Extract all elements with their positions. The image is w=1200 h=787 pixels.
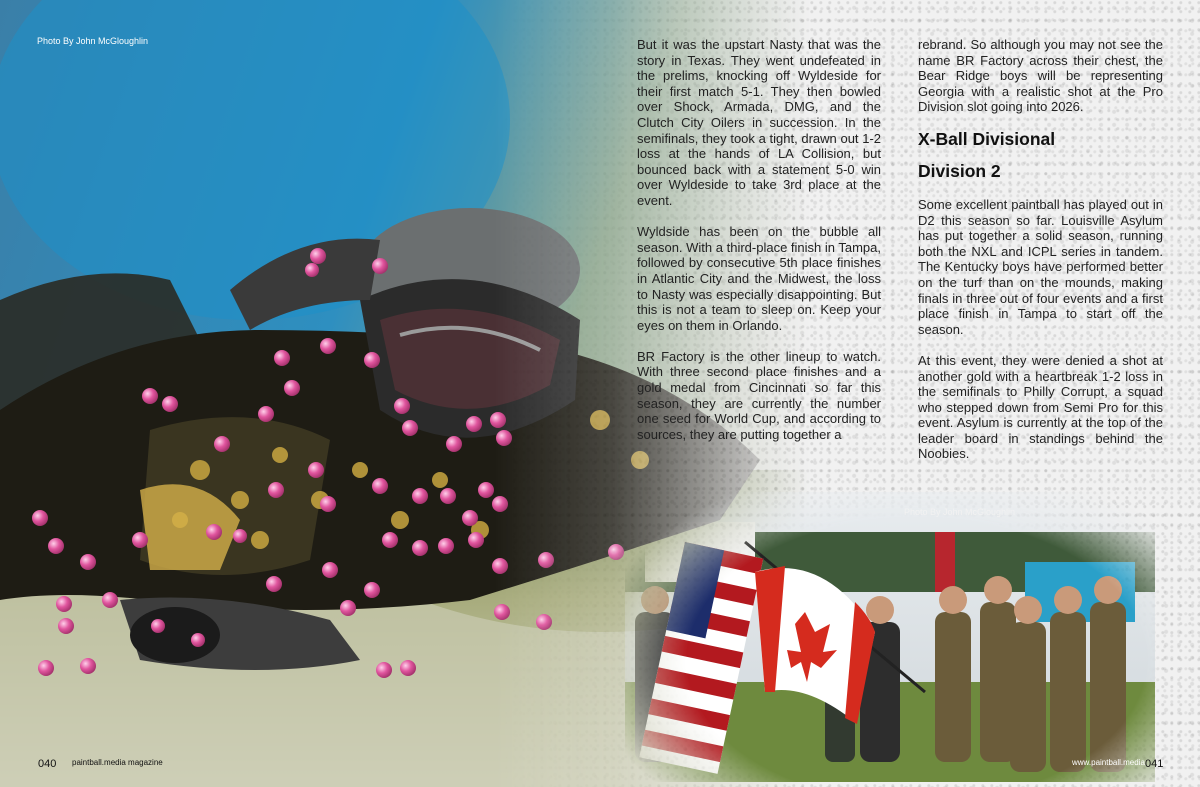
paragraph-louisville-asylum: Some excellent paintball has played out in D2 this season so far. Louisville Asylum has put together a solid season, running both the NXL and ICPL series in tandem. The Kentucky boys have performed better on the turf than on the mounds, making finals in three out of four events and a first place finish in Tampa to start off the season. [918, 196, 1163, 337]
paragraph-nasty: But it was the upstart Nasty that was the story in Texas. They went undefeated in the prelims, knocking off Wyldeside for their first match 5-1. They then bowled over Shock, Armada, DMG, and the Clutch City Oilers in succession. In the semifinals, they took a tight, drawn out 1-2 loss at the hands of LA Collision, but bounced back with a statement 5-0 win over Wyldeside to take 3rd place at the event. [637, 37, 881, 208]
photo-credit-main: Photo By John McGloughlin [37, 36, 149, 46]
website-url: www.paintball.media [1072, 758, 1145, 767]
paragraph-semifinal-loss: At this event, they were denied a shot at another gold with a heartbreak 1-2 loss in the semifinals to Philly Corrupt, a squad who stepped down from Semi Pro for this event. Asylum is currently at the top of the leader board in standings behind the Noobies. [918, 352, 1163, 462]
magazine-name: paintball.media magazine [72, 758, 163, 767]
paragraph-wyldside: Wyldside has been on the bubble all season. With a third-place finish in Tampa, followed by consecutive 5th place finishes in Atlantic City and the Midwest, the loss to Nasty was especially disappointing. But this is not a team to sleep on. Keep your eyes on them in Orlando. [637, 224, 881, 333]
page-number-left: 040 [38, 758, 57, 770]
article-column-1 [637, 37, 881, 458]
section-heading-xball: X-Ball Divisional [918, 128, 1056, 149]
second-photo-team-with-flags [625, 492, 1155, 782]
paragraph-rebrand: rebrand. So although you may not see the name BR Factory across their chest, the Bear Ridge boys will be representing Georgia with a realistic shot at the Pro Division slot going into 2026. [918, 37, 1163, 115]
article-column-2 [918, 37, 1163, 478]
section-heading-block [918, 123, 1163, 187]
photo-credit-second: Photo By John McGloughlin [904, 507, 1016, 517]
section-heading-division-2: Division 2 [918, 160, 1001, 181]
paragraph-br-factory: BR Factory is the other lineup to watch. With three second place finishes and a gold medal from Cincinnati so far this season, they are currently the number one seed for World Cup, and according to sources, they are putting together a [637, 348, 881, 442]
page-number-right: 041 [1145, 758, 1164, 770]
